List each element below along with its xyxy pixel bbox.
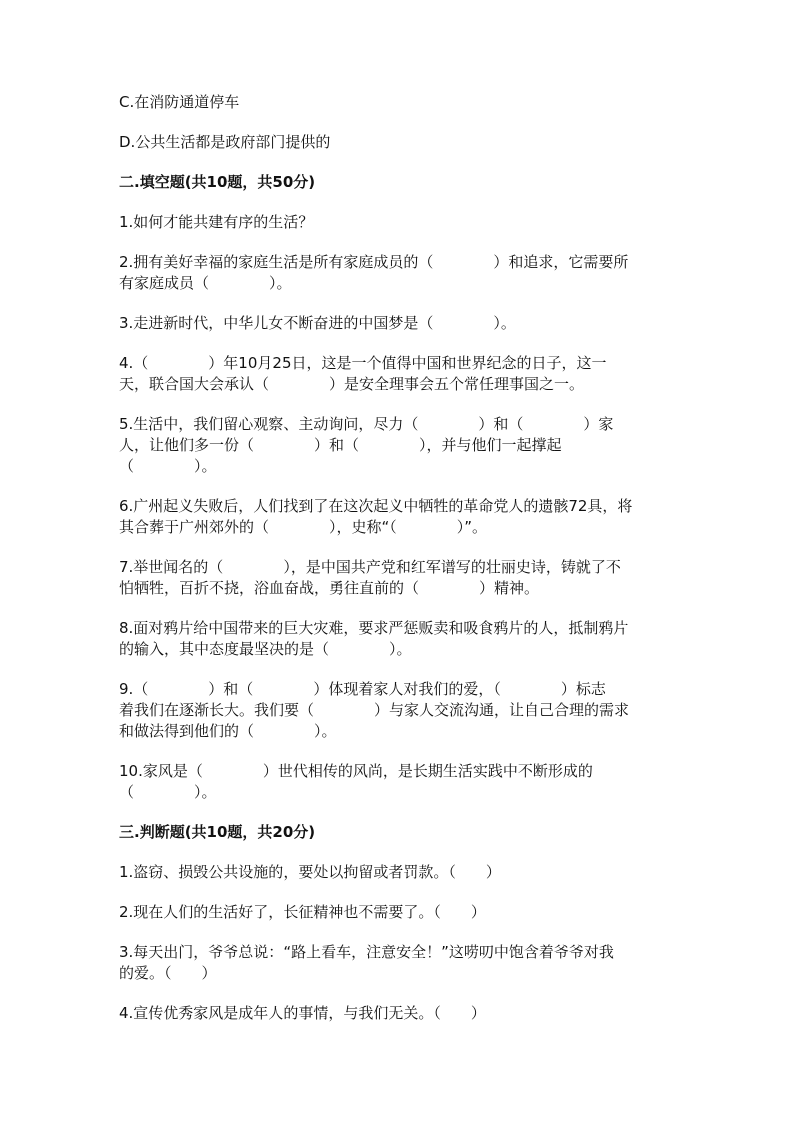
question-line: 3.走进新时代，中华儿女不断奋进的中国梦是（ ）。 <box>119 314 516 332</box>
option-c <box>119 92 679 113</box>
question-line: 7.举世闻名的（ ），是中国共产党和红军谱写的壮丽史诗，铸就了不 <box>119 558 621 576</box>
judge-question-2 <box>119 902 679 923</box>
fill-question-7 <box>119 557 679 599</box>
question-line: 1.盗窃、损毁公共设施的，要处以拘留或者罚款。（ ） <box>119 863 501 881</box>
question-line: 5.生活中，我们留心观察、主动询问，尽力（ ）和（ ）家 <box>119 415 614 433</box>
question-line: 其合葬于广州郊外的（ ），史称“（ ）”。 <box>119 518 488 536</box>
document-page <box>119 92 679 1043</box>
option-d <box>119 132 679 153</box>
question-line: 天，联合国大会承认（ ）是安全理事会五个常任理事国之一。 <box>119 375 585 393</box>
question-line: 4.宣传优秀家风是成年人的事情，与我们无关。（ ） <box>119 1004 486 1022</box>
judge-question-4 <box>119 1003 679 1024</box>
question-line: 2.拥有美好幸福的家庭生活是所有家庭成员的（ ）和追求，它需要所 <box>119 253 629 271</box>
question-line: 怕牺牲，百折不挠，浴血奋战，勇往直前的（ ）精神。 <box>119 579 540 597</box>
fill-question-2 <box>119 252 679 294</box>
question-line: 3.每天出门，爷爷总说：“路上看车，注意安全！”这唠叨中饱含着爷爷对我 <box>119 943 614 961</box>
question-line: 有家庭成员（ ）。 <box>119 274 292 292</box>
question-line: 着我们在逐渐长大。我们要（ ）与家人交流沟通，让自己合理的需求 <box>119 701 630 719</box>
fill-question-6 <box>119 496 679 538</box>
question-line: 1.如何才能共建有序的生活？ <box>119 213 314 231</box>
question-line: 人，让他们多一份（ ）和（ ），并与他们一起撑起 <box>119 436 562 454</box>
fill-question-8 <box>119 618 679 660</box>
judge-question-1 <box>119 862 679 883</box>
option-c-text: C.在消防通道停车 <box>119 93 240 111</box>
fill-question-1 <box>119 212 679 233</box>
option-d-text: D.公共生活都是政府部门提供的 <box>119 133 331 151</box>
question-line: 10.家风是（ ）世代相传的风尚，是长期生活实践中不断形成的 <box>119 762 593 780</box>
question-line: 8.面对鸦片给中国带来的巨大灾难，要求严惩贩卖和吸食鸦片的人，抵制鸦片 <box>119 619 629 637</box>
section-3-heading: 三.判断题(共10题，共20分) <box>119 823 316 841</box>
fill-question-3 <box>119 313 679 334</box>
question-line: （ ）。 <box>119 783 217 801</box>
question-line: （ ）。 <box>119 457 217 475</box>
question-line: 4.（ ）年10月25日，这是一个值得中国和世界纪念的日子，这一 <box>119 354 607 372</box>
question-line: 6.广州起义失败后，人们找到了在这次起义中牺牲的革命党人的遗骸72具，将 <box>119 497 633 515</box>
fill-question-4 <box>119 353 679 395</box>
fill-question-9 <box>119 679 679 742</box>
question-line: 的输入，其中态度最坚决的是（ ）。 <box>119 640 412 658</box>
question-line: 的爱。（ ） <box>119 964 217 982</box>
fill-question-10 <box>119 761 679 803</box>
question-line: 9.（ ）和（ ）体现着家人对我们的爱，（ ）标志 <box>119 680 606 698</box>
question-line: 和做法得到他们的（ ）。 <box>119 722 337 740</box>
question-line: 2.现在人们的生活好了，长征精神也不需要了。（ ） <box>119 903 486 921</box>
judge-question-3 <box>119 942 679 984</box>
fill-question-5 <box>119 414 679 477</box>
section-2-heading: 二.填空题(共10题，共50分) <box>119 173 316 191</box>
